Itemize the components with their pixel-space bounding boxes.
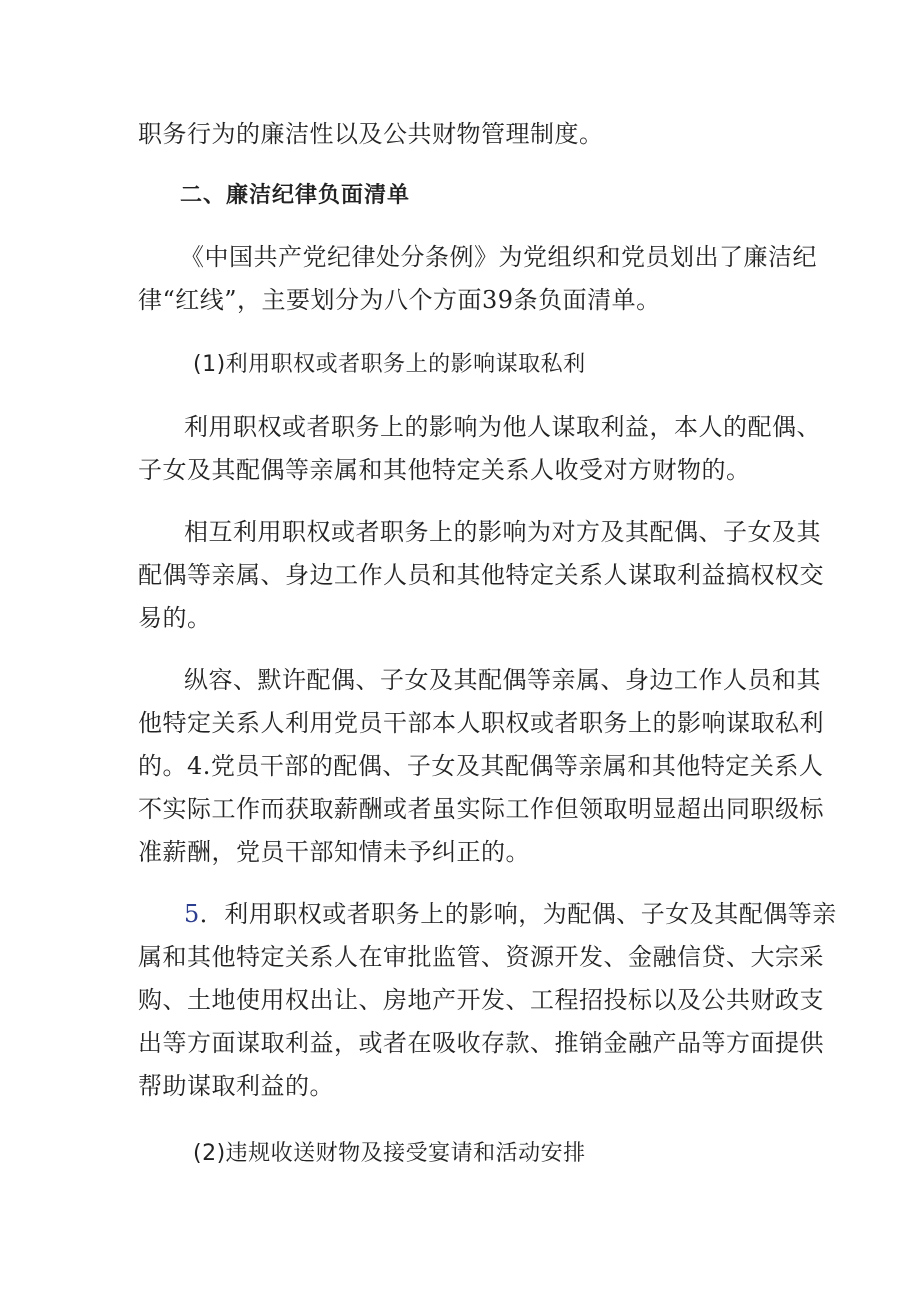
- paragraph-line: 易的。: [138, 604, 212, 632]
- item-number: 5: [184, 900, 200, 928]
- paragraph-line: 利用职权或者职务上的影响为他人谋取利益，本人的配偶、: [184, 413, 821, 441]
- paragraph-line: 不实际工作而获取薪酬或者虽实际工作但领取明显超出同职级标: [138, 795, 824, 823]
- section-heading: 二、廉洁纪律负面清单: [180, 183, 411, 208]
- numbered-paragraph-start: [184, 892, 837, 936]
- paragraph-line: 的。4.党员干部的配偶、子女及其配偶等亲属和其他特定关系人: [138, 752, 824, 780]
- paragraph-line: 配偶等亲属、身边工作人员和其他特定关系人谋取利益搞权权交: [138, 561, 824, 589]
- paragraph-line: 《中国共产党纪律处分条例》为党组织和党员划出了廉洁纪: [180, 243, 817, 271]
- paragraph-line: 出等方面谋取利益，或者在吸收存款、推销金融产品等方面提供: [138, 1029, 824, 1057]
- paragraph-line: 职务行为的廉洁性以及公共财物管理制度。: [138, 120, 604, 148]
- subsection-heading: (2)违规收送财物及接受宴请和活动安排: [193, 1141, 586, 1166]
- paragraph-text: ．利用职权或者职务上的影响，为配偶、子女及其配偶等亲: [199, 900, 837, 928]
- paragraph-line: 准薪酬，党员干部知情未予纠正的。: [138, 838, 530, 866]
- subsection-heading: (1)利用职权或者职务上的影响谋取私利: [193, 352, 586, 377]
- paragraph-line: 购、土地使用权出让、房地产开发、工程招投标以及公共财政支: [138, 986, 824, 1014]
- paragraph-line: 属和其他特定关系人在审批监管、资源开发、金融信贷、大宗采: [138, 943, 824, 971]
- paragraph-line: 相互利用职权或者职务上的影响为对方及其配偶、子女及其: [184, 518, 821, 546]
- paragraph-line: 律“红线”，主要划分为八个方面39条负面清单。: [138, 286, 661, 314]
- paragraph-line: 纵容、默许配偶、子女及其配偶等亲属、身边工作人员和其: [184, 666, 821, 694]
- paragraph-line: 子女及其配偶等亲属和其他特定关系人收受对方财物的。: [138, 456, 751, 484]
- paragraph-line: 帮助谋取利益的。: [138, 1072, 334, 1100]
- paragraph-line: 他特定关系人利用党员干部本人职权或者职务上的影响谋取私利: [138, 709, 824, 737]
